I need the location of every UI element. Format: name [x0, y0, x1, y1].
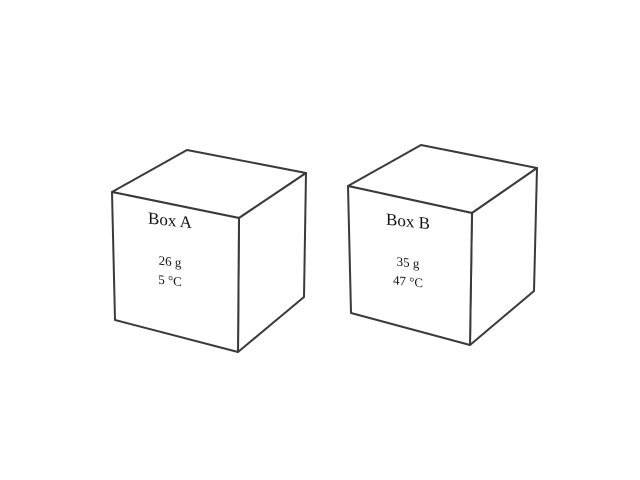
box-b-temperature: 47 °C — [392, 272, 424, 291]
box-a — [112, 150, 306, 352]
box-a-mass: 26 g — [158, 252, 182, 271]
box-b — [348, 145, 537, 345]
box-a-title: Box A — [148, 208, 192, 233]
box-a-temperature: 5 °C — [158, 271, 182, 290]
box-b-mass: 35 g — [396, 253, 420, 272]
box-b-title: Box B — [386, 209, 430, 234]
